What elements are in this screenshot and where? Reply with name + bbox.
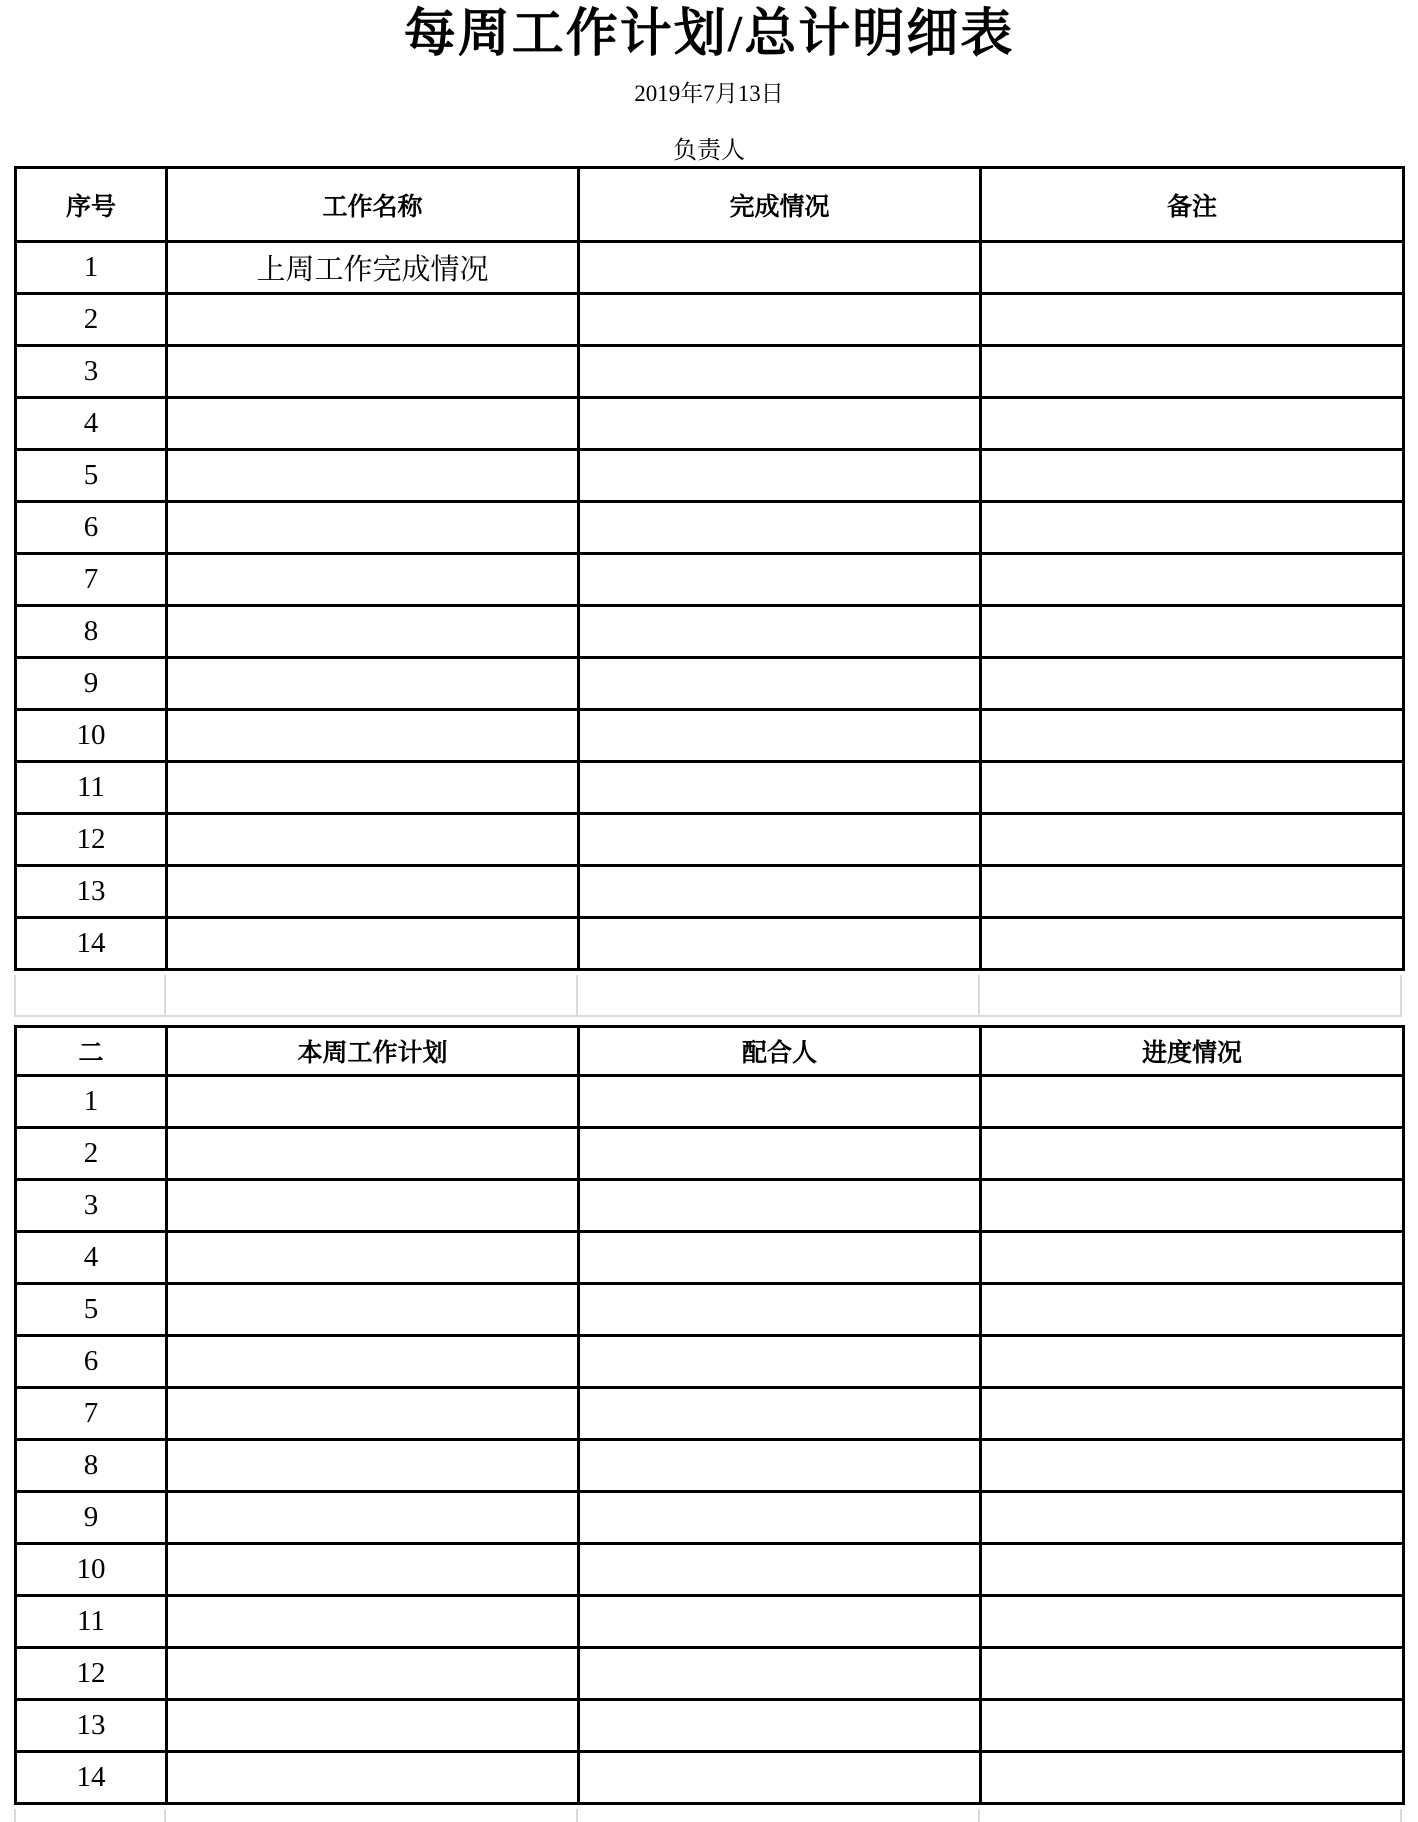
no-cell[interactable]: 6	[16, 502, 167, 554]
name-cell[interactable]	[167, 1492, 579, 1544]
status-cell[interactable]	[579, 918, 981, 970]
status-cell[interactable]	[579, 710, 981, 762]
name-cell[interactable]	[167, 1596, 579, 1648]
table2-body	[16, 1076, 1404, 1804]
status-cell[interactable]	[579, 1076, 981, 1128]
no-cell[interactable]: 5	[16, 1284, 167, 1336]
note-cell[interactable]	[981, 346, 1404, 398]
note-cell[interactable]	[981, 1440, 1404, 1492]
status-cell[interactable]	[579, 606, 981, 658]
table-row	[16, 1752, 1404, 1804]
note-cell[interactable]	[981, 1232, 1404, 1284]
status-cell[interactable]	[579, 1128, 981, 1180]
name-cell[interactable]	[167, 1388, 579, 1440]
note-cell[interactable]	[981, 1388, 1404, 1440]
no-cell[interactable]: 1	[16, 242, 167, 294]
no-cell[interactable]: 12	[16, 1648, 167, 1700]
document-date: 2019年7月13日	[634, 81, 784, 107]
table-row	[16, 1336, 1404, 1388]
status-cell[interactable]	[579, 554, 981, 606]
table-row	[16, 710, 1404, 762]
table-row	[16, 762, 1404, 814]
note-cell[interactable]	[981, 1700, 1404, 1752]
status-cell[interactable]	[579, 1752, 981, 1804]
status-cell[interactable]	[579, 1700, 981, 1752]
name-cell[interactable]	[167, 398, 579, 450]
status-cell[interactable]	[579, 1232, 981, 1284]
name-cell[interactable]	[167, 1544, 579, 1596]
no-cell[interactable]: 8	[16, 606, 167, 658]
status-cell[interactable]	[579, 762, 981, 814]
note-cell[interactable]	[981, 1492, 1404, 1544]
note-cell[interactable]	[981, 814, 1404, 866]
no-cell[interactable]: 3	[16, 1180, 167, 1232]
no-cell[interactable]: 2	[16, 1128, 167, 1180]
name-cell[interactable]	[167, 1752, 579, 1804]
name-cell[interactable]	[167, 1128, 579, 1180]
table-row	[16, 450, 1404, 502]
no-cell[interactable]: 3	[16, 346, 167, 398]
gridline-stub	[164, 975, 166, 1015]
status-cell[interactable]	[579, 1492, 981, 1544]
note-cell[interactable]	[981, 1596, 1404, 1648]
no-cell[interactable]: 13	[16, 1700, 167, 1752]
table-row	[16, 1284, 1404, 1336]
status-cell[interactable]	[579, 450, 981, 502]
table-row	[16, 918, 1404, 970]
no-cell[interactable]: 11	[16, 1596, 167, 1648]
document-header	[0, 0, 1418, 165]
table-row	[16, 1544, 1404, 1596]
table-row	[16, 1700, 1404, 1752]
name-cell[interactable]: 上周工作完成情况	[167, 242, 579, 294]
status-cell[interactable]	[579, 1388, 981, 1440]
note-cell[interactable]	[981, 554, 1404, 606]
table-row	[16, 242, 1404, 294]
table1-header-row	[16, 168, 1404, 242]
table-row	[16, 1076, 1404, 1128]
name-cell[interactable]	[167, 606, 579, 658]
status-cell[interactable]	[579, 294, 981, 346]
gridline-stub	[576, 975, 578, 1015]
table-row	[16, 866, 1404, 918]
no-cell[interactable]: 11	[16, 762, 167, 814]
gridline-stub	[576, 1809, 578, 1822]
note-cell[interactable]	[981, 866, 1404, 918]
header-week-plan: 本周工作计划	[167, 1027, 579, 1076]
no-cell[interactable]: 12	[16, 814, 167, 866]
no-cell[interactable]: 10	[16, 710, 167, 762]
status-cell[interactable]	[579, 398, 981, 450]
note-cell[interactable]	[981, 502, 1404, 554]
name-cell[interactable]	[167, 814, 579, 866]
table2-header-row	[16, 1027, 1404, 1076]
gridline-stub	[1400, 1809, 1402, 1822]
gridline-stub	[164, 1809, 166, 1822]
no-cell[interactable]: 6	[16, 1336, 167, 1388]
table-row	[16, 554, 1404, 606]
note-cell[interactable]	[981, 294, 1404, 346]
note-cell[interactable]	[981, 242, 1404, 294]
name-cell[interactable]	[167, 1284, 579, 1336]
table-row	[16, 658, 1404, 710]
table1-body	[16, 242, 1404, 970]
header-section-two: 二	[16, 1027, 167, 1076]
gridline-stub	[14, 1809, 16, 1822]
note-cell[interactable]	[981, 1648, 1404, 1700]
table-row	[16, 1388, 1404, 1440]
note-cell[interactable]	[981, 1128, 1404, 1180]
note-cell[interactable]	[981, 606, 1404, 658]
table-row	[16, 1180, 1404, 1232]
status-cell[interactable]	[579, 1648, 981, 1700]
note-cell[interactable]	[981, 918, 1404, 970]
name-cell[interactable]	[167, 762, 579, 814]
no-cell[interactable]: 8	[16, 1440, 167, 1492]
header-cooperator: 配合人	[579, 1027, 981, 1076]
gridline-stub	[978, 1809, 980, 1822]
table-row	[16, 606, 1404, 658]
note-cell[interactable]	[981, 450, 1404, 502]
header-completion-status: 完成情况	[579, 168, 981, 242]
table-row	[16, 1596, 1404, 1648]
header-remarks: 备注	[981, 168, 1404, 242]
no-cell[interactable]: 7	[16, 554, 167, 606]
note-cell[interactable]	[981, 1336, 1404, 1388]
name-cell[interactable]	[167, 1336, 579, 1388]
name-cell[interactable]	[167, 658, 579, 710]
name-cell[interactable]	[167, 1180, 579, 1232]
name-cell[interactable]	[167, 1440, 579, 1492]
note-cell[interactable]	[981, 1076, 1404, 1128]
status-cell[interactable]	[579, 1336, 981, 1388]
gridline-horizontal	[14, 1015, 1402, 1017]
name-cell[interactable]	[167, 450, 579, 502]
status-cell[interactable]	[579, 814, 981, 866]
name-cell[interactable]	[167, 502, 579, 554]
gridline-stub	[1400, 975, 1402, 1015]
page-title: 每周工作计划/总计明细表	[403, 6, 1015, 63]
table-row	[16, 1440, 1404, 1492]
note-cell[interactable]	[981, 1544, 1404, 1596]
name-cell[interactable]	[167, 866, 579, 918]
note-cell[interactable]	[981, 658, 1404, 710]
table-row	[16, 346, 1404, 398]
no-cell[interactable]: 14	[16, 1752, 167, 1804]
name-cell[interactable]	[167, 294, 579, 346]
name-cell[interactable]	[167, 1232, 579, 1284]
no-cell[interactable]: 2	[16, 294, 167, 346]
table-row	[16, 294, 1404, 346]
no-cell[interactable]: 4	[16, 1232, 167, 1284]
no-cell[interactable]: 14	[16, 918, 167, 970]
name-cell[interactable]	[167, 710, 579, 762]
table-row	[16, 502, 1404, 554]
name-cell[interactable]	[167, 554, 579, 606]
name-cell[interactable]	[167, 1648, 579, 1700]
status-cell[interactable]	[579, 1440, 981, 1492]
no-cell[interactable]: 9	[16, 658, 167, 710]
status-cell[interactable]	[579, 346, 981, 398]
table-row	[16, 1232, 1404, 1284]
gridline-stub	[978, 975, 980, 1015]
header-progress-status: 进度情况	[981, 1027, 1404, 1076]
name-cell[interactable]	[167, 918, 579, 970]
previous-week-table	[14, 166, 1405, 971]
note-cell[interactable]	[981, 398, 1404, 450]
status-cell[interactable]	[579, 502, 981, 554]
note-cell[interactable]	[981, 1180, 1404, 1232]
no-cell[interactable]: 7	[16, 1388, 167, 1440]
note-cell[interactable]	[981, 1752, 1404, 1804]
table-row	[16, 398, 1404, 450]
note-cell[interactable]	[981, 1284, 1404, 1336]
manager-label: 负责人	[673, 138, 745, 165]
status-cell[interactable]	[579, 1596, 981, 1648]
no-cell[interactable]: 10	[16, 1544, 167, 1596]
status-cell[interactable]	[579, 1284, 981, 1336]
header-work-name: 工作名称	[167, 168, 579, 242]
no-cell[interactable]: 4	[16, 398, 167, 450]
table-row	[16, 814, 1404, 866]
name-cell[interactable]	[167, 1076, 579, 1128]
name-cell[interactable]	[167, 1700, 579, 1752]
note-cell[interactable]	[981, 762, 1404, 814]
gridline-stub	[14, 975, 16, 1015]
status-cell[interactable]	[579, 1544, 981, 1596]
header-serial-number: 序号	[16, 168, 167, 242]
no-cell[interactable]: 13	[16, 866, 167, 918]
note-cell[interactable]	[981, 710, 1404, 762]
status-cell[interactable]	[579, 866, 981, 918]
no-cell[interactable]: 9	[16, 1492, 167, 1544]
current-week-plan-table	[14, 1025, 1405, 1805]
no-cell[interactable]: 5	[16, 450, 167, 502]
name-cell[interactable]	[167, 346, 579, 398]
no-cell[interactable]: 1	[16, 1076, 167, 1128]
table-row	[16, 1128, 1404, 1180]
status-cell[interactable]	[579, 658, 981, 710]
status-cell[interactable]	[579, 242, 981, 294]
table-row	[16, 1492, 1404, 1544]
status-cell[interactable]	[579, 1180, 981, 1232]
table-row	[16, 1648, 1404, 1700]
